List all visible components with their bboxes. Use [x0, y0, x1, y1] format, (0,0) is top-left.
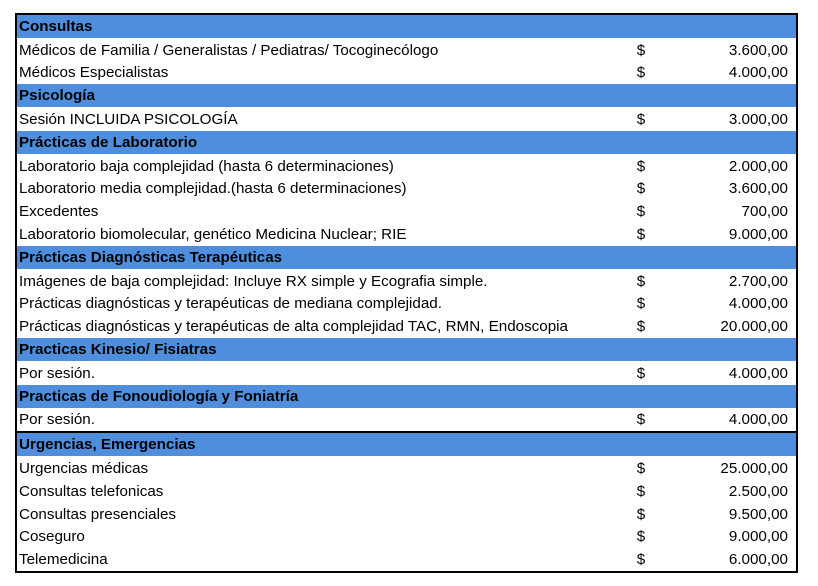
table-row: [17, 409, 796, 432]
table-row: [17, 457, 796, 480]
section-title: Urgencias, Emergencias: [19, 436, 196, 454]
item-name: Por sesión.: [19, 411, 95, 429]
section-title: Prácticas de Laboratorio: [19, 133, 198, 151]
currency-symbol: $: [636, 318, 646, 336]
item-name: Por sesión.: [19, 364, 95, 382]
table-row: [17, 315, 796, 338]
item-price: 6.000,00: [728, 551, 788, 569]
table-block-main: [15, 13, 798, 431]
item-name: Excedentes: [19, 203, 99, 221]
item-price: 4.000,00: [728, 64, 788, 82]
table-row: [17, 39, 796, 62]
item-name: Laboratorio baja complejidad (hasta 6 determinaciones): [19, 157, 394, 175]
section-title: Psicología: [19, 87, 95, 105]
table-row: [17, 270, 796, 293]
table-row: [17, 200, 796, 223]
item-price: 25.000,00: [720, 460, 788, 478]
section-title: Practicas de Fonoudiología y Foniatría: [19, 387, 299, 405]
item-name: Médicos Especialistas: [19, 64, 169, 82]
item-price: 2.500,00: [728, 482, 788, 500]
item-name: Prácticas diagnósticas y terapéuticas de mediana complejidad.: [19, 295, 442, 313]
item-name: Imágenes de baja complejidad: Incluye RX simple y Ecografia simple.: [19, 272, 488, 290]
table-row: [17, 362, 796, 385]
currency-symbol: $: [636, 64, 646, 82]
item-price: 9.500,00: [728, 505, 788, 523]
item-price: 3.600,00: [728, 41, 788, 59]
section-title: Practicas Kinesio/ Fisiatras: [19, 341, 217, 359]
section-header: [17, 15, 796, 39]
currency-symbol: $: [636, 157, 646, 175]
section-title: Prácticas Diagnósticas Terapéuticas: [19, 248, 283, 266]
currency-symbol: $: [636, 272, 646, 290]
section-title: Consultas: [19, 17, 93, 35]
table-row: [17, 155, 796, 178]
table-row: [17, 548, 796, 571]
currency-symbol: $: [636, 364, 646, 382]
currency-symbol: $: [636, 41, 646, 59]
table-row: [17, 503, 796, 526]
table-row: [17, 223, 796, 246]
item-price: 3.000,00: [728, 111, 788, 129]
item-price: 4.000,00: [728, 411, 788, 429]
item-price: 4.000,00: [728, 295, 788, 313]
currency-symbol: $: [636, 460, 646, 478]
table-row: [17, 480, 796, 503]
item-name: Médicos de Familia / Generalistas / Pediatras/ Tocoginecólogo: [19, 41, 439, 59]
item-name: Prácticas diagnósticas y terapéuticas de alta complejidad TAC, RMN, Endoscopia: [19, 318, 568, 336]
item-price: 9.000,00: [728, 226, 788, 244]
currency-symbol: $: [636, 482, 646, 500]
section-header: [17, 84, 796, 108]
item-price: 3.600,00: [728, 180, 788, 198]
currency-symbol: $: [636, 180, 646, 198]
section-header: [17, 338, 796, 362]
currency-symbol: $: [636, 528, 646, 546]
item-name: Coseguro: [19, 528, 85, 546]
item-price: 20.000,00: [720, 318, 788, 336]
table-row: [17, 62, 796, 85]
section-header: [17, 385, 796, 409]
currency-symbol: $: [636, 203, 646, 221]
item-price: 9.000,00: [728, 528, 788, 546]
item-price: 700,00: [741, 203, 788, 221]
price-table: [15, 13, 798, 573]
currency-symbol: $: [636, 111, 646, 129]
currency-symbol: $: [636, 411, 646, 429]
table-row: [17, 178, 796, 201]
item-name: Urgencias médicas: [19, 460, 149, 478]
table-row: [17, 108, 796, 131]
item-name: Sesión INCLUIDA PSICOLOGÍA: [19, 111, 238, 129]
item-name: Laboratorio media complejidad.(hasta 6 determinaciones): [19, 180, 407, 198]
currency-symbol: $: [636, 551, 646, 569]
item-price: 2.000,00: [728, 157, 788, 175]
item-name: Consultas presenciales: [19, 505, 177, 523]
item-name: Consultas telefonicas: [19, 482, 164, 500]
table-row: [17, 293, 796, 316]
item-name: Telemedicina: [19, 551, 108, 569]
section-header: [17, 433, 796, 457]
item-price: 4.000,00: [728, 364, 788, 382]
table-row: [17, 526, 796, 549]
section-header: [17, 131, 796, 155]
item-name: Laboratorio biomolecular, genético Medicina Nuclear; RIE: [19, 226, 407, 244]
section-header: [17, 246, 796, 270]
item-price: 2.700,00: [728, 272, 788, 290]
currency-symbol: $: [636, 505, 646, 523]
table-block-urgencias: [15, 431, 798, 573]
currency-symbol: $: [636, 295, 646, 313]
currency-symbol: $: [636, 226, 646, 244]
